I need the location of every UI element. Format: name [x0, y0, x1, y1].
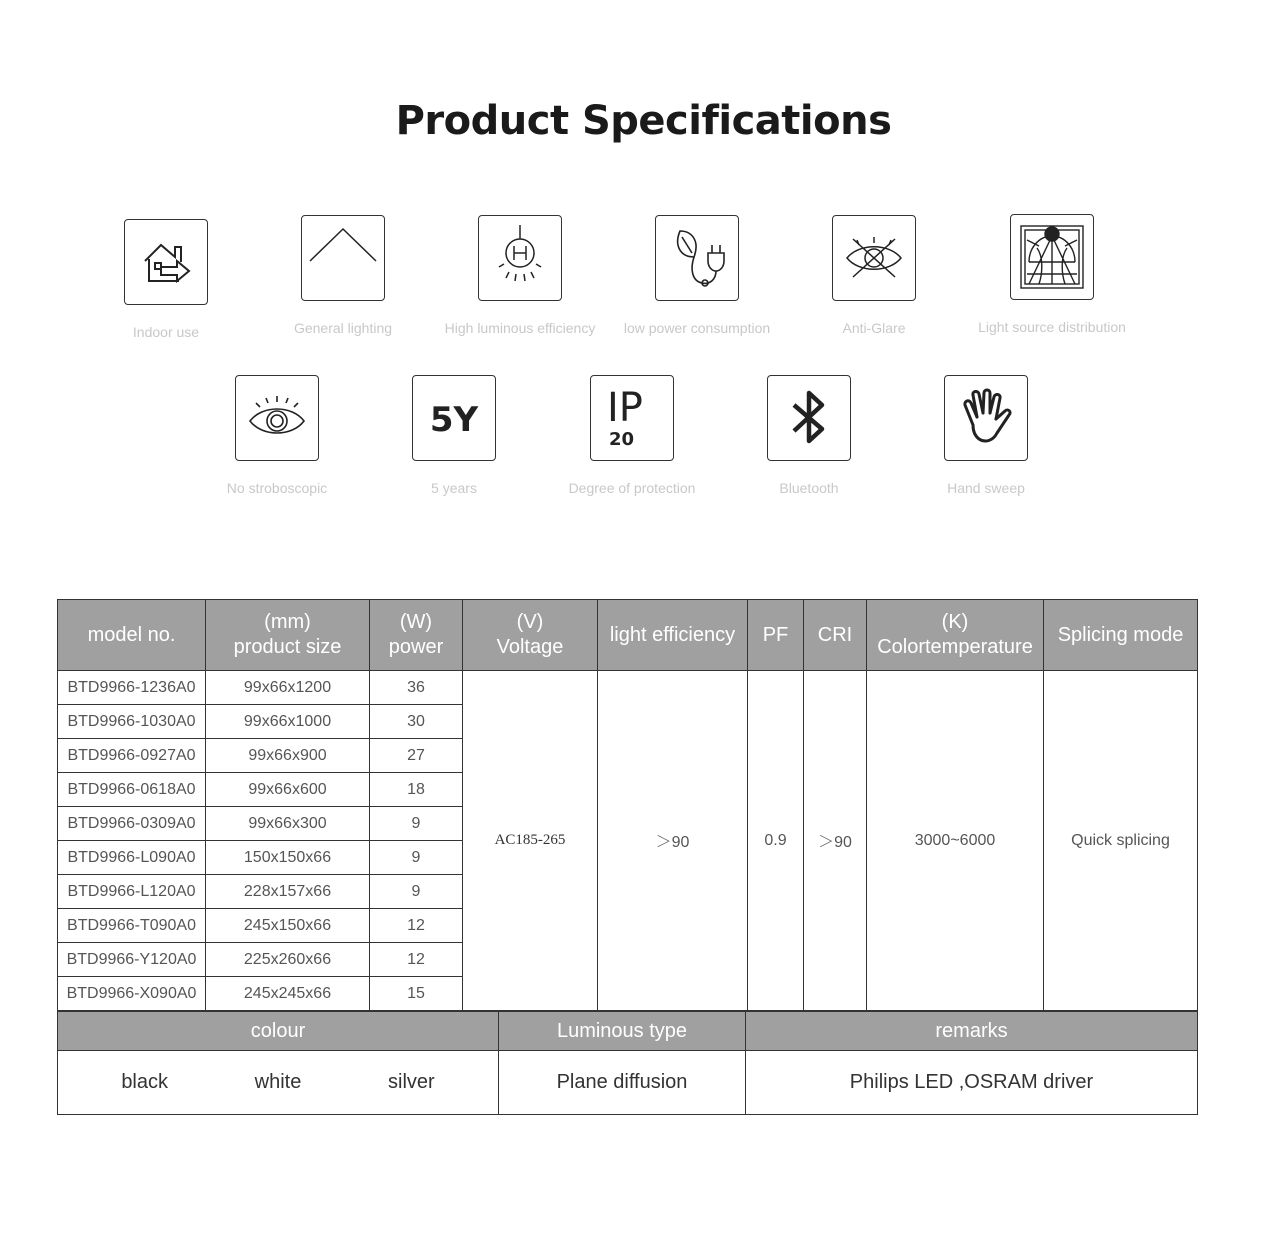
cell-power: 15 — [370, 977, 463, 1011]
feature-indoor-use — [81, 219, 251, 340]
feature-bluetooth — [724, 375, 894, 496]
header-voltage: (V) Voltage — [463, 600, 598, 671]
header-colour: colour — [58, 1012, 499, 1051]
feature-label: No stroboscopic — [226, 480, 328, 496]
cell-power: 30 — [370, 705, 463, 739]
cell-size: 99x66x1200 — [206, 671, 370, 705]
feature-icon-box — [235, 375, 319, 461]
feature-icon-box — [944, 375, 1028, 461]
bottom-value-row — [58, 1051, 1198, 1115]
feature-label: Anti-Glare — [842, 320, 906, 336]
cell-efficiency: ＞90 — [598, 671, 748, 1011]
cell-power: 36 — [370, 671, 463, 705]
bluetooth-icon — [774, 383, 844, 453]
colour-silver: silver — [388, 1071, 435, 1093]
cell-voltage: AC185-265 — [463, 671, 598, 1011]
cell-model: BTD9966-0309A0 — [58, 807, 206, 841]
cell-power: 9 — [370, 841, 463, 875]
header-luminous-type: Luminous type — [499, 1012, 746, 1051]
header-splicing-mode: Splicing mode — [1044, 600, 1198, 671]
cell-model: BTD9966-Y120A0 — [58, 943, 206, 977]
cell-size: 245x245x66 — [206, 977, 370, 1011]
header-cri: CRI — [804, 600, 867, 671]
cell-remarks: Philips LED ,OSRAM driver — [746, 1051, 1198, 1115]
feature-label: low power consumption — [623, 320, 771, 336]
feature-label: Indoor use — [132, 324, 200, 340]
cell-power: 9 — [370, 807, 463, 841]
cell-size: 228x157x66 — [206, 875, 370, 909]
header-size: (mm) product size — [206, 600, 370, 671]
svg-text:IP: IP — [607, 385, 643, 431]
feature-5-years — [369, 375, 539, 496]
feature-low-power-consumption — [612, 215, 782, 336]
cell-size: 245x150x66 — [206, 909, 370, 943]
cell-colortemperature: 3000~6000 — [867, 671, 1044, 1011]
svg-text:20: 20 — [609, 429, 635, 450]
cell-size: 99x66x300 — [206, 807, 370, 841]
cell-power: 27 — [370, 739, 463, 773]
bottom-table — [57, 1011, 1198, 1115]
feature-icon-box — [590, 375, 674, 461]
cell-power: 12 — [370, 943, 463, 977]
roof-icon — [308, 223, 378, 293]
cell-size: 99x66x1000 — [206, 705, 370, 739]
header-power: (W) power — [370, 600, 463, 671]
cell-splicing-mode: Quick splicing — [1044, 671, 1198, 1011]
cell-model: BTD9966-T090A0 — [58, 909, 206, 943]
feature-icon-box — [124, 219, 208, 305]
feature-label: High luminous efficiency — [444, 320, 596, 336]
five-years-icon — [419, 383, 489, 453]
bulb-icon — [485, 223, 555, 293]
cell-model: BTD9966-1236A0 — [58, 671, 206, 705]
header-colortemperature: (K) Colortemperature — [867, 600, 1044, 671]
feature-icon-box — [412, 375, 496, 461]
feature-label: Light source distribution — [978, 319, 1126, 335]
feature-hand-sweep — [901, 375, 1071, 496]
feature-anti-glare — [789, 215, 959, 336]
cell-model: BTD9966-1030A0 — [58, 705, 206, 739]
header-efficiency: light efficiency — [598, 600, 748, 671]
cell-model: BTD9966-L090A0 — [58, 841, 206, 875]
spec-header-row — [58, 600, 1198, 671]
light-distribution-icon — [1017, 222, 1087, 292]
feature-icon-box — [655, 215, 739, 301]
cell-size: 225x260x66 — [206, 943, 370, 977]
header-pf: PF — [748, 600, 804, 671]
page-title: Product Specifications — [395, 98, 892, 144]
leaf-plug-icon — [662, 223, 732, 293]
feature-label: Hand sweep — [947, 480, 1025, 496]
cell-power: 12 — [370, 909, 463, 943]
cell-model: BTD9966-L120A0 — [58, 875, 206, 909]
table-row — [58, 671, 1198, 705]
svg-text:5Y: 5Y — [429, 400, 479, 440]
house-icon — [131, 227, 201, 297]
feature-no-stroboscopic — [192, 375, 362, 496]
feature-degree-of-protection — [547, 375, 717, 496]
cell-colours — [58, 1051, 499, 1115]
eye-crossed-icon — [839, 223, 909, 293]
feature-high-luminous-efficiency — [435, 215, 605, 336]
colour-black: black — [121, 1071, 169, 1093]
feature-label: General lighting — [293, 320, 393, 336]
eye-icon — [242, 383, 312, 453]
feature-light-source-distribution — [967, 214, 1137, 335]
cell-model: BTD9966-0927A0 — [58, 739, 206, 773]
feature-icon-box — [767, 375, 851, 461]
cell-power: 18 — [370, 773, 463, 807]
feature-label: Degree of protection — [568, 480, 696, 496]
header-model: model no. — [58, 600, 206, 671]
colour-white: white — [254, 1071, 302, 1093]
feature-icon-box — [301, 215, 385, 301]
ip20-icon — [597, 383, 667, 453]
cell-cri: ＞90 — [804, 671, 867, 1011]
feature-general-lighting — [258, 215, 428, 336]
header-remarks: remarks — [746, 1012, 1198, 1051]
feature-icon-box — [832, 215, 916, 301]
bottom-header-row — [58, 1012, 1198, 1051]
cell-power: 9 — [370, 875, 463, 909]
cell-model: BTD9966-0618A0 — [58, 773, 206, 807]
cell-pf: 0.9 — [748, 671, 804, 1011]
feature-icon-box — [1010, 214, 1094, 300]
cell-size: 99x66x600 — [206, 773, 370, 807]
cell-model: BTD9966-X090A0 — [58, 977, 206, 1011]
hand-icon — [951, 383, 1021, 453]
feature-label: 5 years — [431, 480, 477, 496]
cell-size: 99x66x900 — [206, 739, 370, 773]
feature-label: Bluetooth — [779, 480, 839, 496]
cell-size: 150x150x66 — [206, 841, 370, 875]
feature-icon-box — [478, 215, 562, 301]
cell-luminous-type: Plane diffusion — [499, 1051, 746, 1115]
spec-table — [57, 599, 1198, 1011]
